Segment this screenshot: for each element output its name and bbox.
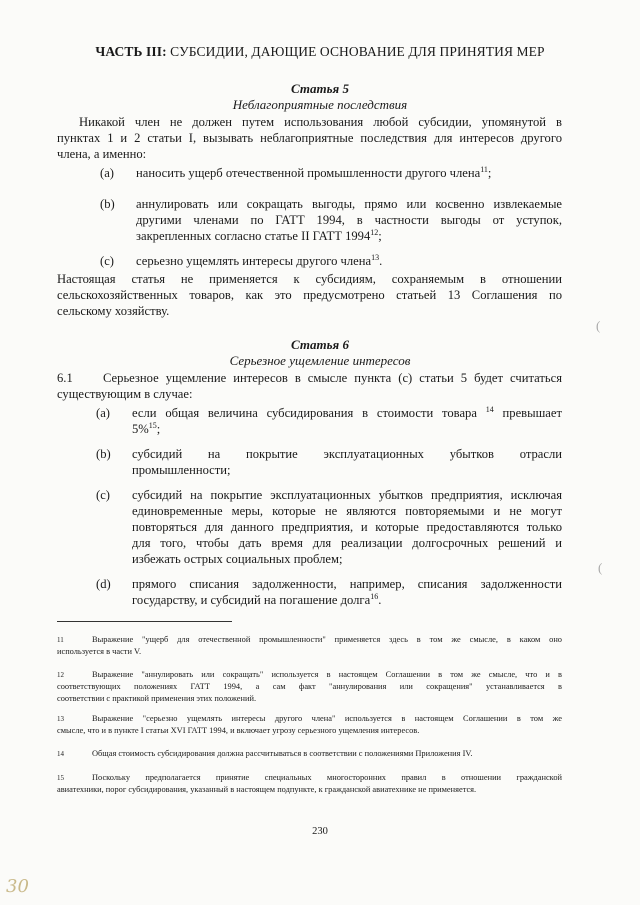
footnote-ref: 12 — [370, 228, 379, 237]
article-6-paragraph-line: Серьезное ущемление интересов в смысле пункта (с) статьи 5 будет считаться — [103, 371, 562, 385]
footnote-12-line: соответствующих положениях ГАТТ 1994, а сам факт "аннулирования или сокращения" устанавливается в — [57, 682, 562, 691]
item-label: (b) — [100, 197, 115, 211]
footnote-12-line: соответствии с практикой применения этих положений. — [57, 694, 257, 703]
article-5-item-b-line: другими членами по ГАТТ 1994, в частности выгоды от уступок, — [136, 213, 562, 227]
footnote-12-line: Выражение "аннулировать или сокращать" используется в настоящем Соглашении в том же смысле, что и в — [92, 670, 562, 679]
part-title: ЧАСТЬ III: СУБСИДИИ, ДАЮЩИЕ ОСНОВАНИЕ ДЛЯ ПРИНЯТИЯ МЕР — [95, 44, 545, 59]
handwritten-note: 30 — [6, 876, 29, 897]
item-label: (c) — [96, 488, 110, 502]
article-6-subtitle: Серьезное ущемление интересов — [229, 353, 411, 368]
footnote-separator — [57, 621, 232, 622]
article-5-subtitle: Неблагоприятные последствия — [232, 97, 408, 112]
article-5-intro-line: Никакой член не должен путем использования любой субсидии, упомянутой в — [79, 115, 562, 129]
article-6-title: Статья 6 — [291, 337, 349, 352]
footnote-15-line: авиатехники, порог субсидирования, указанный в настоящем подпункте, к гражданской авиатехнике не применяется. — [57, 785, 477, 794]
article-6-paragraph-line: существующим в случае: — [57, 387, 193, 401]
footnote-13-line: смысле, что и в пункте I статьи XVI ГАТТ 1994, и включает угрозу серьезного ущемления интересов. — [57, 726, 420, 735]
footnote-ref: 14 — [485, 405, 494, 414]
article-5-intro-line: пунктах 1 и 2 статьи I, вызывать неблагоприятные последствия для интересов другого — [57, 131, 562, 145]
item-label: (c) — [100, 254, 114, 268]
footnote-11-line: используется в части V. — [57, 647, 142, 656]
article-5-item-b-line: закрепленных согласно статье II ГАТТ 1994$^{12}$; — [136, 228, 382, 243]
article-6-item-c-line: субсидий на покрытие эксплуатационных убытков предприятия, исключая — [132, 488, 562, 502]
article-6-item-a-line: 5%$^{15}$; — [132, 421, 161, 436]
footnote-number: 12 — [57, 671, 64, 679]
footnote-ref: 15 — [148, 421, 157, 430]
item-label: (a) — [96, 406, 110, 420]
article-5-intro-line: члена, а именно: — [57, 147, 147, 161]
article-6-item-c-line: повторяться для данного предприятия, и которые предоставляются только — [132, 520, 562, 534]
article-5-item-c: серьезно ущемлять интересы другого члена$^{13}$. — [136, 253, 383, 268]
article-6-item-a-line: если общая величина субсидирования в стоимости товара $^{14}$ превышает — [132, 405, 562, 420]
footnote-number: 11 — [57, 636, 64, 644]
article-6-item-c-line: для того, чтобы дать время для реализации долгосрочных решений и — [132, 536, 562, 550]
article-6-item-b-line: промышленности; — [132, 463, 231, 477]
article-6-item-d-line: прямого списания задолженности, например, списания задолженности — [132, 577, 562, 591]
article-5-closing-line: сельскому хозяйству. — [57, 304, 170, 318]
page-number: 230 — [312, 826, 328, 837]
footnote-ref: 16 — [370, 592, 379, 601]
article-5-item-b-line: аннулировать или сокращать выгоды, прямо или косвенно извлекаемые — [136, 197, 562, 211]
article-5-closing-line: Настоящая статья не применяется к субсидиям, сохраняемым в отношении — [57, 272, 562, 286]
footnote-13-line: Выражение "серьезно ущемлять интересы другого члена" используется в настоящем Соглашении в том же — [92, 714, 562, 723]
article-5-item-a: наносить ущерб отечественной промышленности другого члена$^{11}$; — [136, 165, 492, 180]
item-label: (b) — [96, 447, 111, 461]
footnote-ref: 11 — [480, 165, 488, 174]
footnote-11-line: Выражение "ущерб для отечественной промышленности" применяется здесь в том же смысле, в каком оно — [92, 635, 562, 644]
footnote-14-line: Общая стоимость субсидирования должна рассчитываться в соответствии с положениями Приложения IV. — [92, 749, 473, 758]
article-5-title: Статья 5 — [291, 81, 349, 96]
article-6-item-d-line: государству, и субсидий на погашение долга$^{16}$. — [132, 592, 382, 607]
article-6-item-c-line: избежать острых социальных проблем; — [132, 552, 343, 566]
footnote-number: 15 — [57, 774, 64, 782]
article-6-item-c-line: единовременные меры, которые не являются повторяемыми и не могут — [132, 504, 562, 518]
scan-mark: ( — [598, 560, 603, 575]
item-label: (d) — [96, 577, 111, 591]
paragraph-number: 6.1 — [57, 371, 73, 385]
footnote-15-line: Поскольку предполагается принятие специальных многосторонних правил в отношении гражданской — [92, 773, 562, 782]
article-5-closing-line: сельскохозяйственных товаров, как это предусмотрено статьей 13 Соглашения по — [57, 288, 562, 302]
footnote-number: 14 — [57, 750, 64, 758]
item-label: (a) — [100, 166, 114, 180]
footnote-ref: 13 — [371, 253, 380, 262]
footnote-number: 13 — [57, 715, 64, 723]
article-6-item-b-line: субсидий на покрытие эксплуатационных убытков отрасли — [132, 447, 562, 461]
scan-mark: ( — [596, 318, 601, 333]
